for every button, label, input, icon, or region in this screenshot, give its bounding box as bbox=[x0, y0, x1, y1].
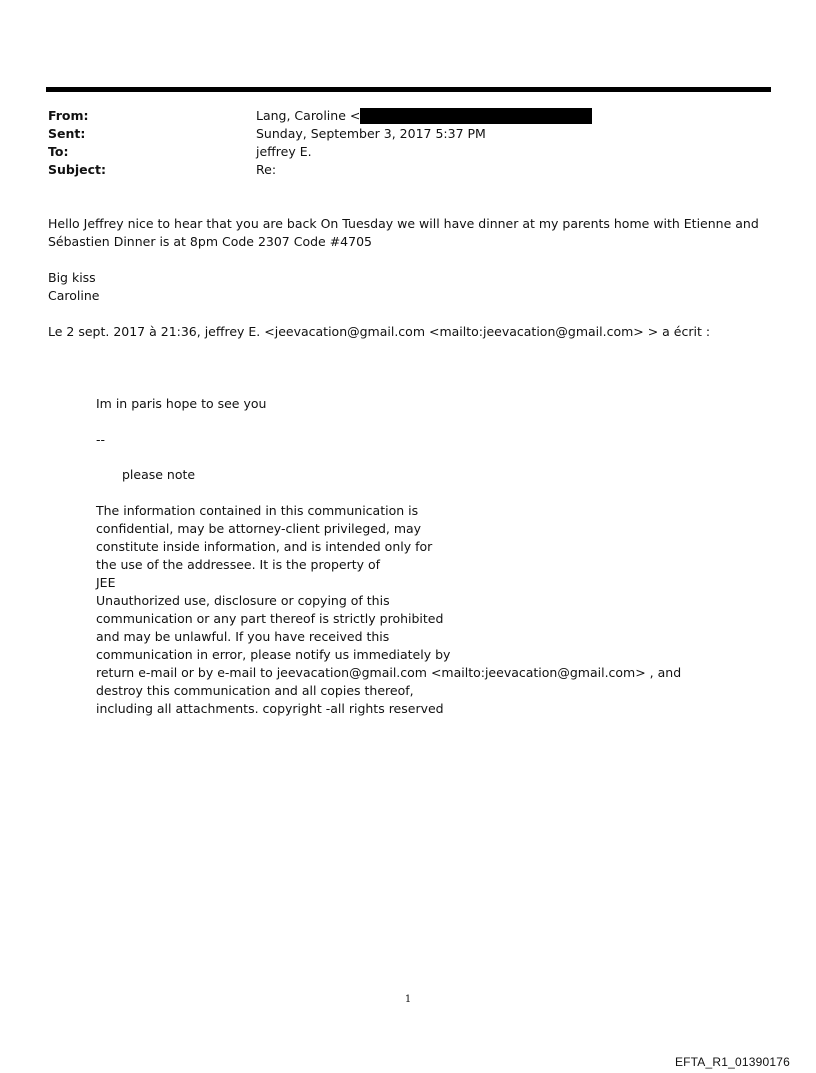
header-divider bbox=[46, 87, 771, 92]
redaction-block bbox=[360, 108, 592, 124]
disclaimer-line: confidential, may be attorney-client privileged, may bbox=[96, 521, 422, 536]
from-label: From: bbox=[48, 108, 89, 123]
disclaimer-line: communication in error, please notify us immediately by bbox=[96, 647, 451, 662]
subject-value: Re: bbox=[256, 162, 277, 177]
subject-label: Subject: bbox=[48, 162, 106, 177]
disclaimer-line: constitute inside information, and is intended only for bbox=[96, 539, 433, 554]
disclaimer-line: communication or any part thereof is strictly prohibited bbox=[96, 611, 444, 626]
disclaimer-line: destroy this communication and all copies thereof, bbox=[96, 683, 414, 698]
please-note: please note bbox=[122, 467, 196, 482]
to-value: jeffrey E. bbox=[256, 144, 312, 159]
signoff-line: Caroline bbox=[48, 288, 100, 303]
page-number: 1 bbox=[404, 994, 412, 1005]
sent-value: Sunday, September 3, 2017 5:37 PM bbox=[256, 126, 486, 141]
signoff-paragraph bbox=[48, 269, 748, 305]
to-label: To: bbox=[48, 144, 69, 159]
from-name: Lang, Caroline < bbox=[256, 108, 361, 123]
disclaimer-line: JEE bbox=[96, 575, 116, 590]
signature-separator: -- bbox=[96, 432, 106, 447]
greeting-line: Hello Jeffrey nice to hear that you are back On Tuesday we will have dinner at my parents home with Etienne and bbox=[48, 216, 759, 231]
signoff-line: Big kiss bbox=[48, 270, 96, 285]
document-id: EFTA_R1_01390176 bbox=[674, 1055, 790, 1069]
disclaimer-line: including all attachments. copyright -all rights reserved bbox=[96, 701, 444, 716]
disclaimer-line: The information contained in this communication is bbox=[96, 503, 419, 518]
greeting-line: Sébastien Dinner is at 8pm Code 2307 Code #4705 bbox=[48, 234, 372, 249]
from-value bbox=[256, 107, 592, 125]
disclaimer-block bbox=[96, 502, 681, 718]
quoted-message: Im in paris hope to see you bbox=[96, 396, 267, 411]
greeting-paragraph bbox=[48, 215, 759, 251]
sent-label: Sent: bbox=[48, 126, 86, 141]
reply-header: Le 2 sept. 2017 à 21:36, jeffrey E. <jeevacation@gmail.com <mailto:jeevacation@gmail.com> > a écrit : bbox=[48, 324, 711, 339]
disclaimer-line: and may be unlawful. If you have received this bbox=[96, 629, 390, 644]
disclaimer-line: return e-mail or by e-mail to jeevacation@gmail.com <mailto:jeevacation@gmail.com> , and bbox=[96, 665, 682, 680]
disclaimer-line: Unauthorized use, disclosure or copying of this bbox=[96, 593, 390, 608]
disclaimer-line: the use of the addressee. It is the property of bbox=[96, 557, 381, 572]
